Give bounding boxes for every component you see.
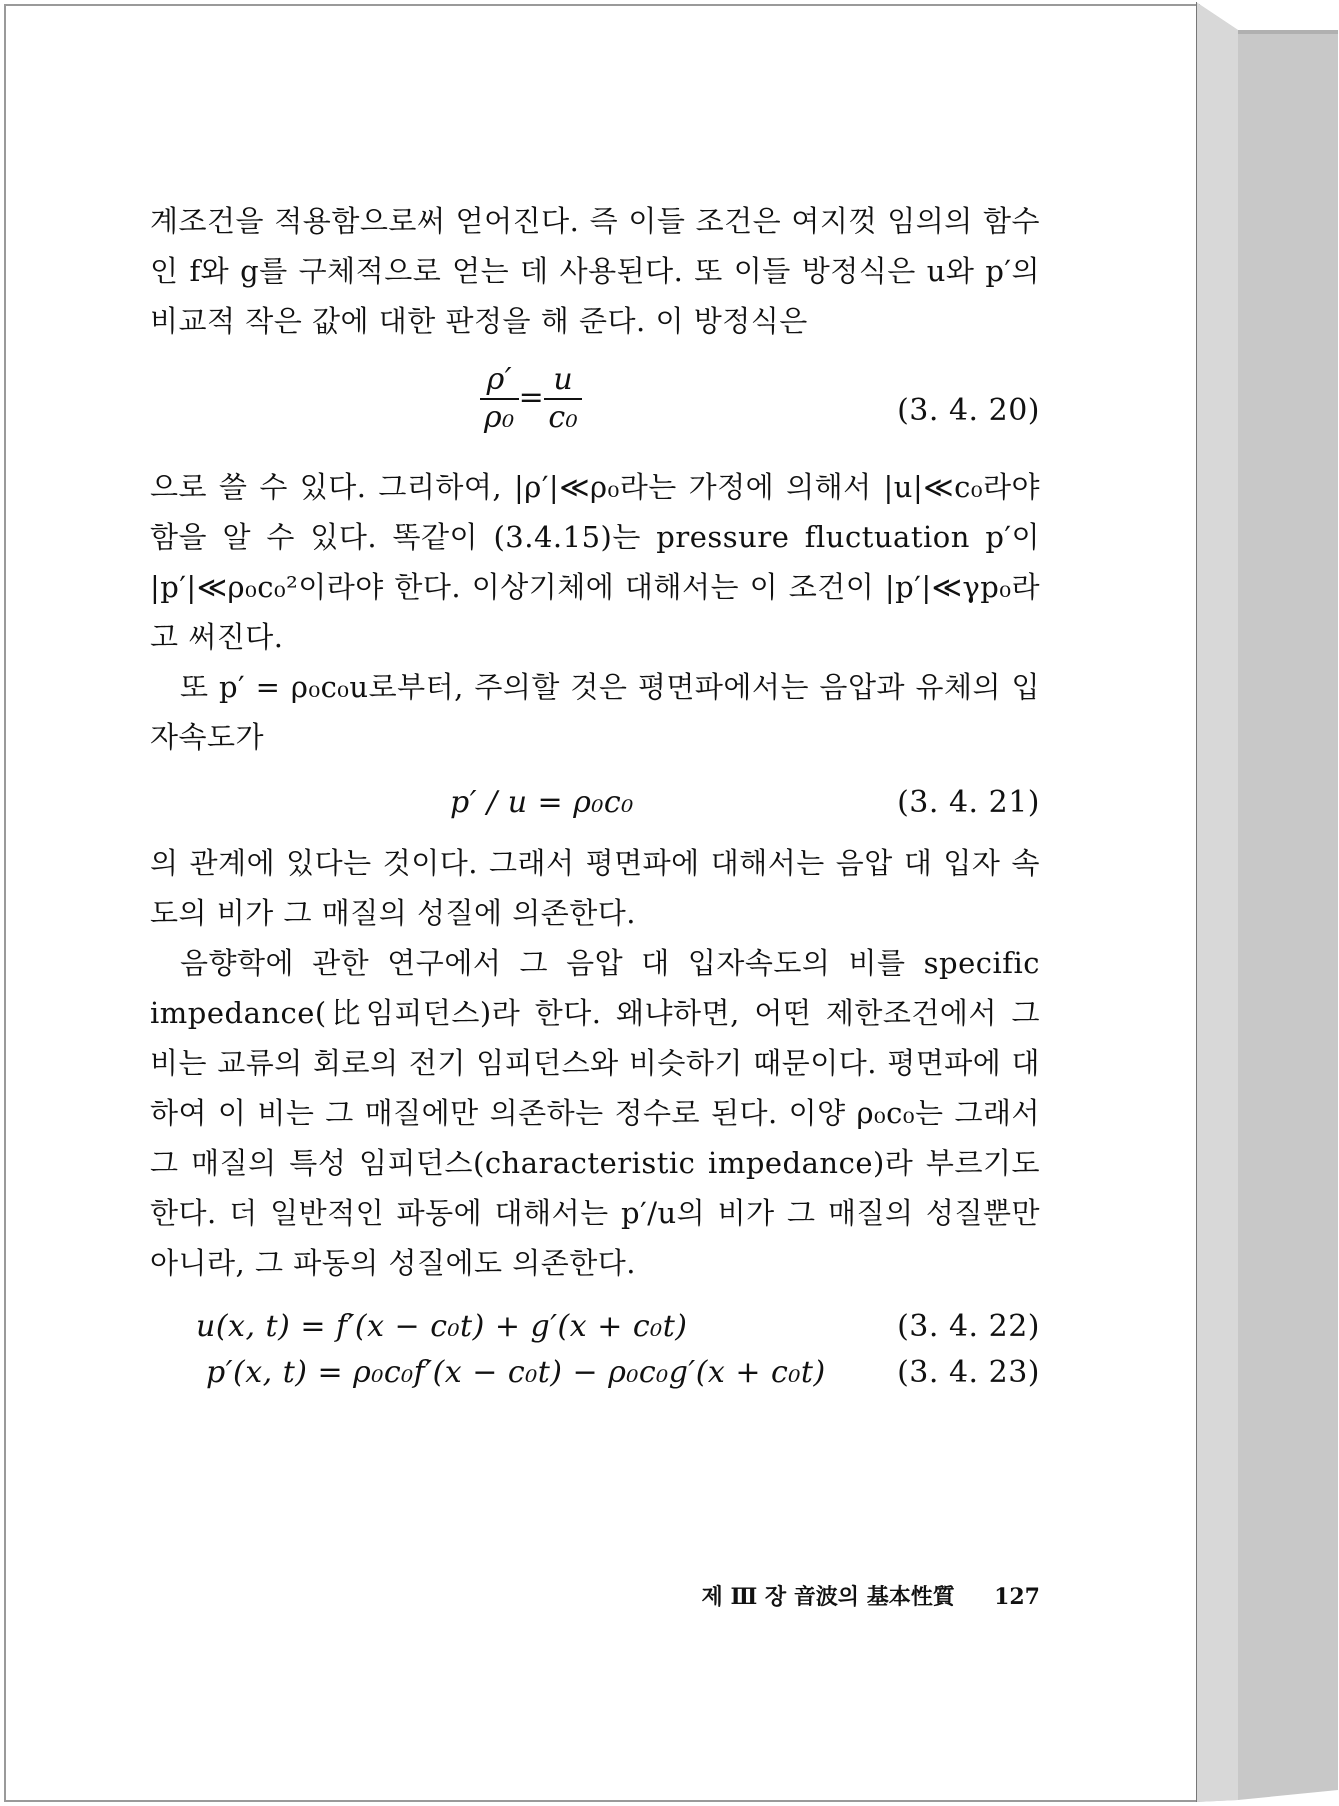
paragraph-4: 의 관계에 있다는 것이다. 그래서 평면파에 대해서는 음압 대 입자 속도의 비가 그 매질의 성질에 의존한다. bbox=[150, 846, 1040, 930]
equation-number-21: (3. 4. 21) bbox=[897, 785, 1040, 820]
equation-number-22: (3. 4. 22) bbox=[897, 1309, 1040, 1344]
paragraph-5: 음향학에 관한 연구에서 그 음압 대 입자속도의 비를 specific impedance(比임피던스)라 한다. 왜냐하면, 어떤 제한조건에서 그 비는 교류의 회로의 전기 임피던스와 비슷하기 때문이다. 평면파에 대하여 이 비는 그 매질에만 의존하는 정수로 된다. 이양 ρ₀c₀는 그래서 그 매질의 특성 임피던스(characteristic impedance)라 부르기도 한다. 더 일반적인 파동에 대해서는 p′/u의 비가 그 매질의 성질뿐만 아니라, 그 파동의 성질에도 의존한다. bbox=[150, 946, 1040, 1280]
fraction-rho bbox=[480, 362, 519, 436]
numerator-u: u bbox=[544, 362, 582, 400]
page-footer bbox=[650, 1580, 1040, 1611]
equation-body-23: p′(x, t) = ρ₀c₀f′(x − c₀t) − ρ₀c₀g′(x + c₀t) bbox=[206, 1355, 826, 1390]
book-edge-shadow bbox=[1196, 0, 1339, 1806]
equation-number-20: (3. 4. 20) bbox=[897, 393, 1040, 428]
equals-sign: = bbox=[518, 380, 545, 415]
page-number: 127 bbox=[994, 1584, 1040, 1610]
running-head: 제 Ⅲ 장 音波의 基本性質 bbox=[701, 1584, 955, 1610]
equation-number-23: (3. 4. 23) bbox=[897, 1355, 1040, 1390]
paragraph-2: 으로 쓸 수 있다. 그리하여, |ρ′|≪ρ₀라는 가정에 의해서 |u|≪c₀라야 함을 알 수 있다. 똑같이 (3.4.15)는 pressure fluctuation p′이 |p′|≪ρ₀c₀²이라야 한다. 이상기체에 대해서는 이 조건이 |p′|≪γp₀라고 써진다. bbox=[150, 470, 1040, 654]
fraction-u bbox=[544, 362, 582, 436]
denominator-c0: c₀ bbox=[548, 400, 579, 435]
equation-body-22: u(x, t) = f′(x − c₀t) + g′(x + c₀t) bbox=[196, 1309, 688, 1344]
equation-3-4-22 bbox=[150, 1298, 1040, 1348]
equation-3-4-20 bbox=[150, 352, 1040, 462]
paragraph-1: 계조건을 적용함으로써 얻어진다. 즉 이들 조건은 여지껏 임의의 함수인 f와 g를 구체적으로 얻는 데 사용된다. 또 이들 방정식은 u와 p′의 비교적 작은 값에 대한 판정을 해 준다. 이 방정식은 bbox=[150, 204, 1040, 338]
numerator-rho-prime: ρ′ bbox=[480, 362, 519, 400]
equation-3-4-23 bbox=[150, 1348, 1040, 1398]
equation-body-21: p′ / u = ρ₀c₀ bbox=[450, 785, 634, 820]
denominator-rho0: ρ₀ bbox=[484, 400, 515, 435]
equation-3-4-21 bbox=[150, 766, 1040, 838]
paragraph-3: 또 p′ = ρ₀c₀u로부터, 주의할 것은 평면파에서는 음압과 유체의 입자속도가 bbox=[150, 670, 1040, 754]
page-body bbox=[150, 196, 1040, 1398]
